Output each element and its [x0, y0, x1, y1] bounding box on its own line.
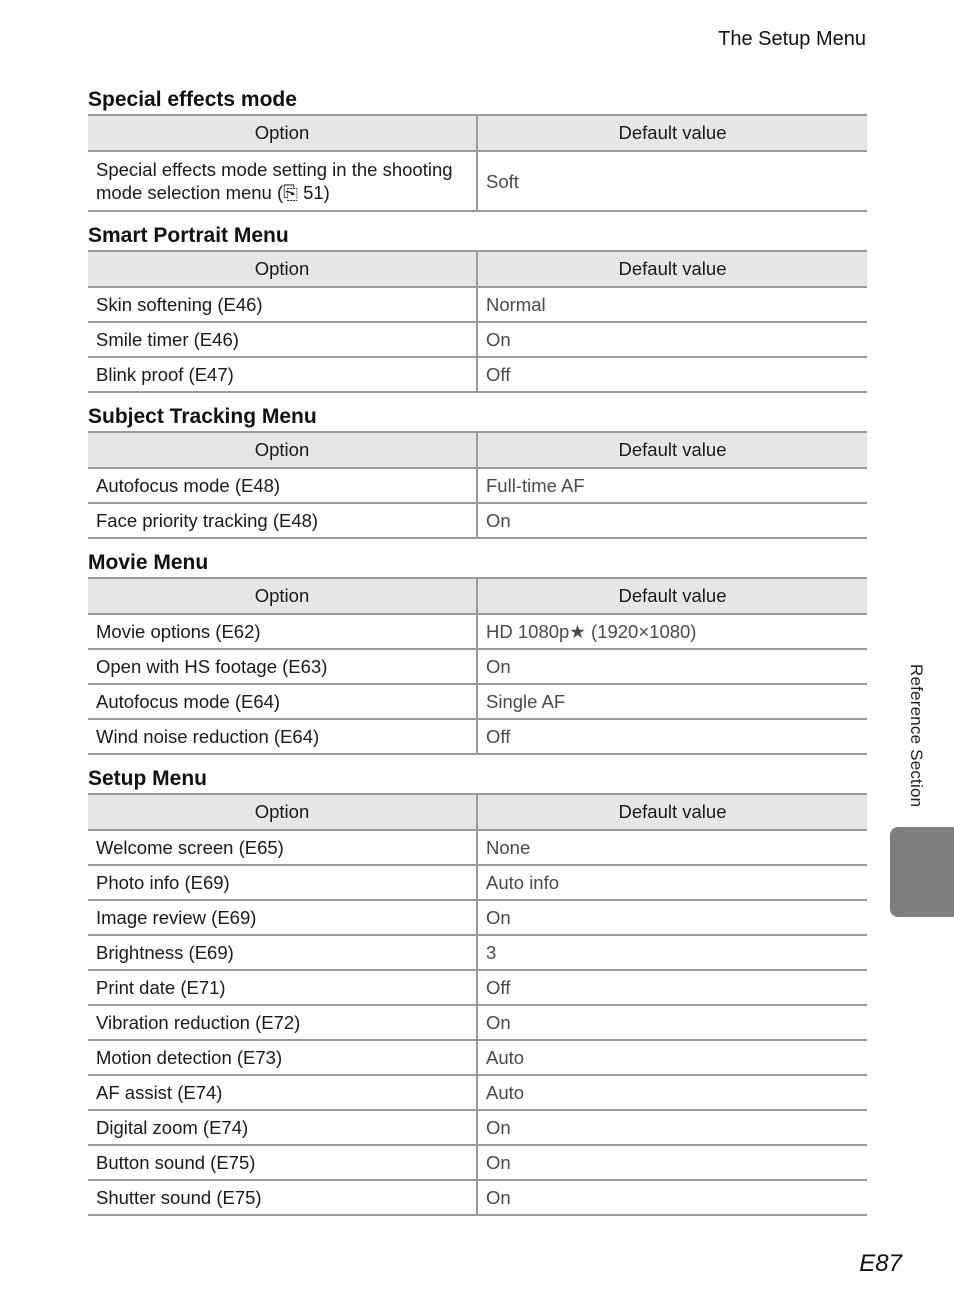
option-cell: Autofocus mode (E64) — [88, 684, 477, 719]
table-row — [88, 287, 867, 322]
option-cell: Shutter sound (E75) — [88, 1180, 477, 1215]
table-row — [88, 1040, 867, 1075]
table-row — [88, 1145, 867, 1180]
option-cell: Autofocus mode (E48) — [88, 468, 477, 503]
default-value-cell: On — [477, 900, 867, 935]
option-cell: Open with HS footage (E63) — [88, 649, 477, 684]
table-row — [88, 503, 867, 538]
column-header-default-value: Default value — [477, 578, 867, 614]
default-value-cell: On — [477, 649, 867, 684]
option-cell: Print date (E71) — [88, 970, 477, 1005]
table-row — [88, 1075, 867, 1110]
table-header-row — [88, 578, 867, 614]
default-value-cell: Off — [477, 970, 867, 1005]
option-cell: Motion detection (E73) — [88, 1040, 477, 1075]
table-header-row — [88, 794, 867, 830]
option-cell: Special effects mode setting in the shooting mode selection menu (⎘ 51) — [88, 151, 477, 211]
option-cell: Skin softening (E46) — [88, 287, 477, 322]
table-header-row — [88, 115, 867, 151]
column-header-option: Option — [88, 794, 477, 830]
section-subject-tracking-menu — [88, 403, 867, 539]
option-cell: Image review (E69) — [88, 900, 477, 935]
default-value-cell: Auto info — [477, 865, 867, 900]
default-value-cell: Off — [477, 357, 867, 392]
settings-table — [88, 431, 867, 539]
default-value-cell: On — [477, 1110, 867, 1145]
section-setup-menu — [88, 765, 867, 1216]
option-cell: Wind noise reduction (E64) — [88, 719, 477, 754]
table-row — [88, 900, 867, 935]
default-value-cell: 3 — [477, 935, 867, 970]
default-value-cell: On — [477, 1180, 867, 1215]
column-header-default-value: Default value — [477, 794, 867, 830]
column-header-option: Option — [88, 578, 477, 614]
option-cell: Smile timer (E46) — [88, 322, 477, 357]
section-title: Smart Portrait Menu — [88, 224, 289, 247]
table-row — [88, 357, 867, 392]
table-row — [88, 865, 867, 900]
table-row — [88, 649, 867, 684]
default-value-cell: Auto — [477, 1075, 867, 1110]
table-row — [88, 970, 867, 1005]
side-section-label: Reference Section — [907, 664, 926, 808]
default-value-cell: None — [477, 830, 867, 865]
settings-table — [88, 250, 867, 393]
section-smart-portrait-menu — [88, 222, 867, 393]
table-row — [88, 1180, 867, 1215]
column-header-default-value: Default value — [477, 432, 867, 468]
default-value-cell: Off — [477, 719, 867, 754]
default-value-cell: On — [477, 1145, 867, 1180]
option-cell: Photo info (E69) — [88, 865, 477, 900]
default-value-cell: Full-time AF — [477, 468, 867, 503]
section-tab-marker — [890, 827, 954, 917]
table-row — [88, 151, 867, 211]
option-cell: AF assist (E74) — [88, 1075, 477, 1110]
column-header-default-value: Default value — [477, 115, 867, 151]
default-value-cell: On — [477, 322, 867, 357]
option-cell: Blink proof (E47) — [88, 357, 477, 392]
table-row — [88, 322, 867, 357]
document-body — [88, 86, 867, 1216]
section-special-effects-mode — [88, 86, 867, 212]
table-row — [88, 719, 867, 754]
option-cell: Digital zoom (E74) — [88, 1110, 477, 1145]
column-header-option: Option — [88, 115, 477, 151]
default-value-cell: Normal — [477, 287, 867, 322]
page-number-value: 87 — [875, 1250, 902, 1277]
default-value-cell: Soft — [477, 151, 867, 211]
table-row — [88, 1110, 867, 1145]
page-number — [859, 1250, 902, 1278]
option-cell: Brightness (E69) — [88, 935, 477, 970]
page-prefix: E — [859, 1250, 876, 1277]
section-title: Setup Menu — [88, 767, 207, 790]
option-cell: Button sound (E75) — [88, 1145, 477, 1180]
column-header-default-value: Default value — [477, 251, 867, 287]
section-movie-menu — [88, 549, 867, 755]
table-row — [88, 1005, 867, 1040]
default-value-cell: Auto — [477, 1040, 867, 1075]
option-cell: Movie options (E62) — [88, 614, 477, 649]
column-header-option: Option — [88, 432, 477, 468]
settings-table — [88, 114, 867, 212]
running-header: The Setup Menu — [718, 28, 866, 50]
settings-table — [88, 577, 867, 755]
table-header-row — [88, 432, 867, 468]
section-title: Movie Menu — [88, 551, 209, 574]
option-cell: Face priority tracking (E48) — [88, 503, 477, 538]
section-title: Special effects mode — [88, 88, 297, 111]
option-cell: Welcome screen (E65) — [88, 830, 477, 865]
table-row — [88, 468, 867, 503]
table-row — [88, 830, 867, 865]
table-row — [88, 614, 867, 649]
default-value-cell: On — [477, 503, 867, 538]
default-value-cell: HD 1080p★ (1920×1080) — [477, 614, 867, 649]
default-value-cell: Single AF — [477, 684, 867, 719]
column-header-option: Option — [88, 251, 477, 287]
default-value-cell: On — [477, 1005, 867, 1040]
table-row — [88, 935, 867, 970]
option-cell: Vibration reduction (E72) — [88, 1005, 477, 1040]
section-title: Subject Tracking Menu — [88, 405, 317, 428]
settings-table — [88, 793, 867, 1216]
table-header-row — [88, 251, 867, 287]
table-row — [88, 684, 867, 719]
